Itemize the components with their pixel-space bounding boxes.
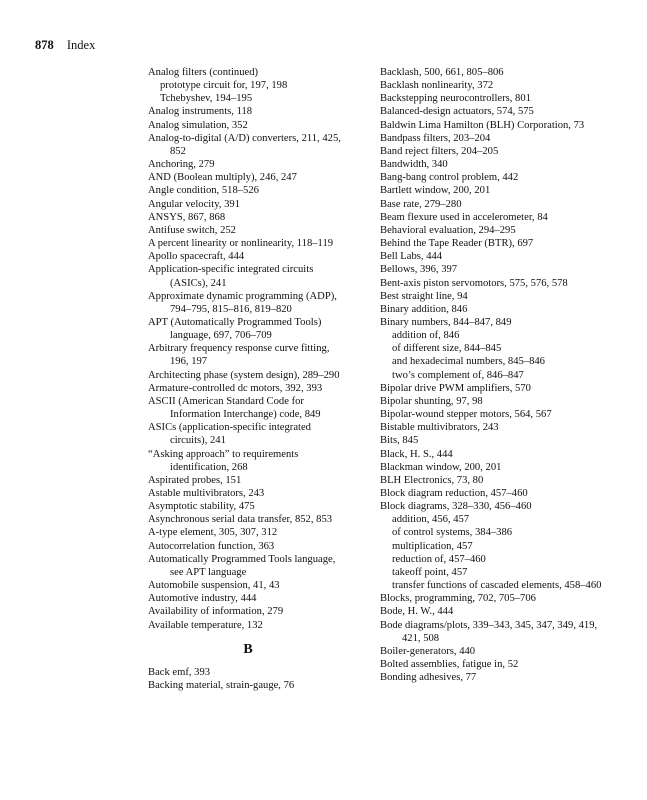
index-entry: Bolted assemblies, fatigue in, 52: [380, 659, 519, 671]
index-entry: “Asking approach” to requirements identification, 268: [148, 448, 299, 473]
index-entry: ANSYS, 867, 868: [148, 211, 226, 223]
index-entry: Bode, H. W., 444: [380, 606, 454, 618]
index-entry: Application-specific integrated circuits (ASICs), 241: [148, 264, 314, 289]
page-number: 878: [35, 38, 54, 52]
index-entry: Behavioral evaluation, 294–295: [380, 224, 516, 236]
index-entry: Bell Labs, 444: [380, 251, 443, 263]
index-entry: Bipolar-wound stepper motors, 564, 567: [380, 409, 552, 421]
index-entry: Bipolar drive PWM amplifiers, 570: [380, 382, 531, 394]
index-entry: Bang-bang control problem, 442: [380, 172, 519, 184]
index-entry: Balanced-design actuators, 574, 575: [380, 106, 534, 118]
index-entry: Back emf, 393: [148, 666, 211, 678]
index-entry: Bandpass filters, 203–204: [380, 132, 491, 144]
index-subentry: two’s complement of, 846–847: [392, 369, 524, 381]
index-entry: Armature-controlled dc motors, 392, 393: [148, 382, 323, 394]
index-entry: Blackman window, 200, 201: [380, 461, 502, 473]
index-entry: Bellows, 396, 397: [380, 264, 458, 276]
index-subentry: Tchebyshev, 194–195: [160, 93, 253, 105]
index-entry: A percent linearity or nonlinearity, 118–119: [148, 238, 334, 250]
index-entry: Analog filters (continued): [148, 67, 259, 78]
index-entry: Behind the Tape Reader (BTR), 697: [380, 238, 534, 250]
index-entry: Backlash, 500, 661, 805–806: [380, 67, 504, 78]
index-entry: Aspirated probes, 151: [148, 474, 242, 486]
index-column-right: [380, 66, 615, 684]
index-entry: Asymptotic stability, 475: [148, 501, 255, 513]
index-subentry: transfer functions of cascaded elements, 458–460: [392, 580, 602, 592]
index-entry: Architecting phase (system design), 289–290: [148, 369, 340, 381]
index-entry: Bits, 845: [380, 435, 419, 447]
index-entry: Bent-axis piston servomotors, 575, 576, 578: [380, 277, 568, 289]
index-entry: BLH Electronics, 73, 80: [380, 474, 484, 486]
index-entry: Blocks, programming, 702, 705–706: [380, 593, 536, 605]
index-entry: Anchoring, 279: [148, 159, 215, 171]
index-entry: Boiler-generators, 440: [380, 645, 476, 657]
index-entry: Bonding adhesives, 77: [380, 672, 477, 684]
index-entry: Best straight line, 94: [380, 290, 468, 302]
index-entry: Approximate dynamic programming (ADP), 794–795, 815–816, 819–820: [148, 290, 337, 315]
index-subentry: addition, 456, 457: [392, 514, 470, 526]
index-entry: Backlash nonlinearity, 372: [380, 80, 494, 92]
index-entry: Backing material, strain-gauge, 76: [148, 679, 295, 691]
index-entry: Bartlett window, 200, 201: [380, 185, 491, 197]
index-entry: AND (Boolean multiply), 246, 247: [148, 172, 297, 184]
index-entry: Analog-to-digital (A/D) converters, 211, 425, 852: [148, 132, 341, 157]
index-subentry: and hexadecimal numbers, 845–846: [392, 356, 545, 368]
index-entry: APT (Automatically Programmed Tools) language, 697, 706–709: [148, 316, 322, 342]
index-entry: Angular velocity, 391: [148, 198, 240, 210]
index-subentry: addition of, 846: [392, 330, 460, 342]
index-subentry: prototype circuit for, 197, 198: [160, 80, 288, 92]
index-entry: Autocorrelation function, 363: [148, 540, 275, 552]
index-entry: Block diagrams, 328–330, 456–460: [380, 501, 532, 513]
index-entry: Asynchronous serial data transfer, 852, 853: [148, 514, 333, 526]
index-entry: Automobile suspension, 41, 43: [148, 580, 280, 592]
index-entry: Automatically Programmed Tools language, see APT language: [148, 553, 336, 578]
index-subentry: takeoff point, 457: [392, 566, 468, 578]
index-entry: Analog simulation, 352: [148, 119, 248, 131]
index-entry: Antifuse switch, 252: [148, 224, 236, 236]
index-entry: A-type element, 305, 307, 312: [148, 527, 278, 539]
index-entry: Black, H. S., 444: [380, 448, 453, 460]
index-entry: Bode diagrams/plots, 339–343, 345, 347, 349, 419, 421, 508: [380, 619, 598, 644]
index-entry: Binary addition, 846: [380, 303, 468, 315]
index-entry: Analog instruments, 118: [148, 106, 253, 118]
index-entry: Availability of information, 279: [148, 606, 284, 618]
index-entry: Bistable multivibrators, 243: [380, 422, 499, 434]
index-entry: Astable multivibrators, 243: [148, 488, 265, 499]
index-entry: Block diagram reduction, 457–460: [380, 488, 528, 499]
index-entry: ASICs (application-specific integrated circuits), 241: [148, 422, 311, 447]
index-entry: Available temperature, 132: [148, 619, 263, 631]
index-entry: Baldwin Lima Hamilton (BLH) Corporation, 73: [380, 119, 585, 131]
index-column-left: [148, 66, 348, 692]
index-subentry: reduction of, 457–460: [392, 553, 486, 565]
section-letter: B: [243, 641, 253, 657]
index-subentry: of different size, 844–845: [392, 343, 502, 355]
page-header: [35, 38, 95, 53]
index-entry: Base rate, 279–280: [380, 198, 462, 210]
index-entry: Arbitrary frequency response curve fitting, 196, 197: [148, 343, 330, 368]
index-entry: Angle condition, 518–526: [148, 185, 259, 197]
index-entry: Binary numbers, 844–847, 849: [380, 316, 512, 328]
index-entry: Beam flexure used in accelerometer, 84: [380, 211, 548, 223]
index-subentry: multiplication, 457: [392, 540, 473, 552]
index-entry: Automotive industry, 444: [148, 593, 257, 605]
index-entry: Apollo spacecraft, 444: [148, 251, 245, 263]
index-subentry: of control systems, 384–386: [392, 527, 513, 539]
index-entry: Backstepping neurocontrollers, 801: [380, 93, 531, 105]
index-entry: Bandwidth, 340: [380, 159, 448, 171]
index-entry: ASCII (American Standard Code for Information Interchange) code, 849: [148, 395, 321, 421]
index-entry: Bipolar shunting, 97, 98: [380, 395, 483, 407]
index-entry: Band reject filters, 204–205: [380, 145, 499, 157]
page-title: Index: [66, 38, 96, 52]
